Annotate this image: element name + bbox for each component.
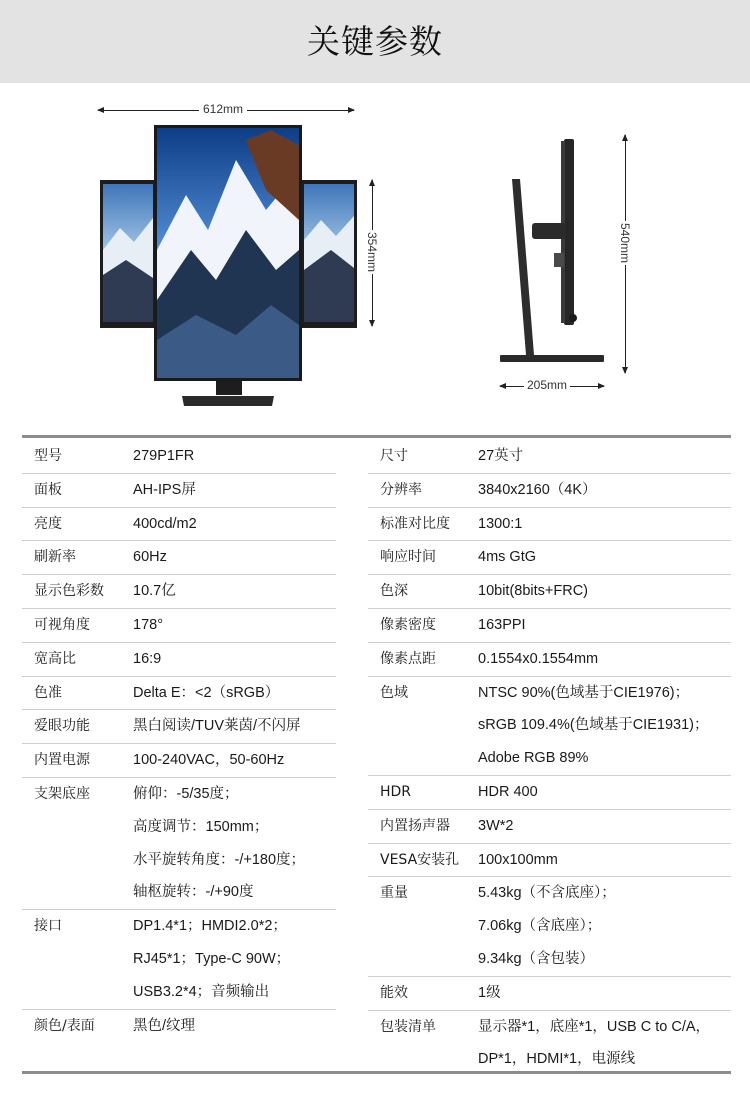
spec-value: 16:9 — [133, 650, 162, 667]
spec-row-resolution — [368, 474, 731, 508]
spec-row-viewing-angle — [22, 609, 336, 643]
width-dimension-label: 612mm — [199, 102, 247, 116]
spec-value: Adobe RGB 89% — [478, 750, 589, 767]
spec-value: DP1.4*1；HMDI2.0*2； — [133, 918, 287, 935]
spec-value: 60Hz — [133, 549, 167, 566]
spec-value: 黑色/纹理 — [133, 1017, 196, 1034]
spec-row-hdr — [368, 776, 731, 810]
spec-value: 3840x2160（4K） — [478, 481, 597, 498]
spec-value: AH-IPS屏 — [133, 481, 196, 498]
spec-key: 像素点距 — [380, 650, 436, 667]
spec-key: 支架底座 — [34, 785, 90, 802]
spec-row-vesa — [368, 844, 731, 878]
spec-key: 宽高比 — [34, 650, 76, 667]
spec-row-color-accuracy — [22, 677, 336, 711]
spec-key: 型号 — [34, 448, 62, 464]
monitor-front-view-image — [96, 100, 361, 410]
spec-value: 9.34kg（含包装） — [478, 950, 595, 967]
spec-row-aspect-ratio — [22, 643, 336, 677]
spec-key: 能效 — [380, 984, 408, 1001]
spec-key: 可视角度 — [34, 616, 90, 633]
spec-value: DP*1，HDMI*1，电源线 — [478, 1051, 636, 1068]
spec-key: 爱眼功能 — [34, 718, 90, 735]
spec-value: 10bit(8bits+FRC) — [478, 583, 588, 600]
spec-key: 分辨率 — [380, 481, 422, 498]
spec-row-energy-efficiency — [368, 977, 731, 1011]
spec-key: VESA安装孔 — [380, 851, 460, 868]
spec-row-color-finish — [22, 1010, 336, 1043]
spec-value: 400cd/m2 — [133, 515, 197, 532]
spec-row-model — [22, 440, 336, 474]
spec-row-pixel-density — [368, 609, 731, 643]
spec-row-brightness — [22, 508, 336, 542]
spec-value: 3W*2 — [478, 817, 514, 834]
spec-value: Delta E：<2（sRGB） — [133, 684, 280, 701]
spec-value: 高度调节：150mm； — [133, 818, 269, 835]
spec-row-weight — [368, 877, 731, 976]
spec-key: 响应时间 — [380, 549, 436, 566]
spec-row-response-time — [368, 541, 731, 575]
spec-column-left — [22, 440, 336, 1042]
spec-row-pixel-pitch — [368, 643, 731, 677]
spec-key: 标准对比度 — [380, 515, 450, 532]
spec-value: 27英寸 — [478, 448, 524, 464]
spec-key: 刷新率 — [34, 549, 76, 566]
spec-value: 100x100mm — [478, 851, 558, 868]
spec-row-panel — [22, 474, 336, 508]
depth-dimension-label: 205mm — [524, 378, 570, 392]
spec-value: RJ45*1；Type-C 90W； — [133, 950, 291, 967]
spec-value: 100-240VAC，50-60Hz — [133, 752, 285, 769]
spec-value: 轴枢旋转：-/+90度 — [133, 884, 254, 901]
spec-key: 色深 — [380, 583, 408, 600]
spec-key: 面板 — [34, 481, 62, 498]
spec-key: 亮度 — [34, 515, 62, 532]
spec-value: 0.1554x0.1554mm — [478, 650, 599, 667]
spec-row-stand — [22, 778, 336, 910]
spec-key: 尺寸 — [380, 448, 408, 464]
spec-row-ports — [22, 910, 336, 1009]
spec-column-right — [368, 440, 731, 1076]
height-dimension-label: 354mm — [365, 231, 380, 273]
spec-value: 1300:1 — [478, 515, 523, 532]
spec-table-top-rule — [22, 435, 731, 438]
spec-row-colors — [22, 575, 336, 609]
spec-value: 黑白阅读/TUV莱茵/不闪屏 — [133, 718, 301, 735]
monitor-side-view-image — [498, 135, 608, 370]
page-title: 关键参数 — [307, 22, 443, 61]
spec-row-contrast — [368, 508, 731, 542]
spec-value: 俯仰：-5/35度； — [133, 785, 239, 802]
side-height-dimension-label: 540mm — [618, 222, 633, 264]
spec-value: HDR 400 — [478, 783, 538, 800]
spec-key: 色域 — [380, 684, 408, 701]
spec-key: 内置电源 — [34, 752, 90, 769]
spec-row-eye-care — [22, 710, 336, 744]
spec-value: 7.06kg（含底座）； — [478, 918, 602, 935]
spec-value: USB3.2*4；音频输出 — [133, 983, 270, 1000]
spec-key: 显示色彩数 — [34, 583, 104, 600]
spec-value: 10.7亿 — [133, 583, 176, 600]
spec-key: 像素密度 — [380, 616, 436, 633]
spec-key: 包装清单 — [380, 1018, 436, 1035]
spec-key: 颜色/表面 — [34, 1017, 95, 1034]
spec-row-color-gamut — [368, 677, 731, 776]
spec-row-color-depth — [368, 575, 731, 609]
spec-row-size — [368, 440, 731, 474]
spec-value: 1级 — [478, 984, 501, 1001]
spec-value: 279P1FR — [133, 448, 195, 464]
spec-key: HDR — [380, 783, 412, 800]
spec-row-power-supply — [22, 744, 336, 778]
spec-row-refresh-rate — [22, 541, 336, 575]
spec-value: 4ms GtG — [478, 549, 537, 566]
spec-key: 重量 — [380, 885, 408, 902]
spec-value: 178° — [133, 616, 163, 633]
spec-value: NTSC 90%(色域基于CIE1976)； — [478, 684, 690, 701]
header-banner — [0, 0, 750, 83]
spec-value: 水平旋转角度：-/+180度； — [133, 851, 306, 868]
spec-row-speakers — [368, 810, 731, 844]
spec-value: sRGB 109.4%(色域基于CIE1931)； — [478, 717, 709, 734]
spec-key: 接口 — [34, 918, 62, 935]
spec-key: 色准 — [34, 684, 62, 701]
spec-row-package-contents — [368, 1011, 731, 1077]
spec-key: 内置扬声器 — [380, 817, 450, 834]
spec-value: 显示器*1，底座*1，USB C to C/A， — [478, 1018, 711, 1035]
spec-value: 163PPI — [478, 616, 526, 633]
spec-value: 5.43kg（不含底座）； — [478, 885, 616, 902]
